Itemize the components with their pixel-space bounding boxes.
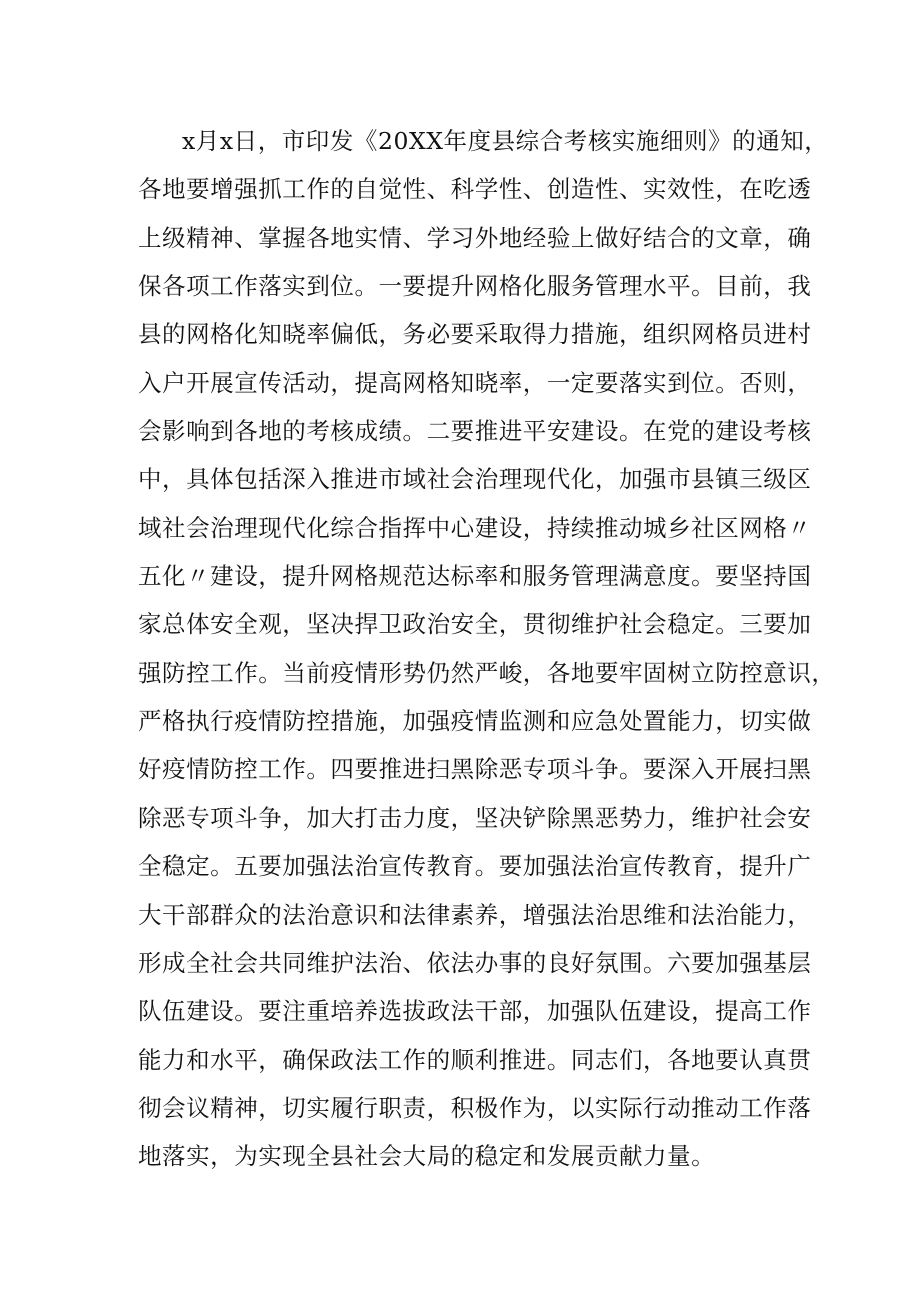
paragraph-line: 上级精神、掌握各地实情、学习外地经验上做好结合的文章，确 bbox=[138, 223, 812, 252]
paragraph-line: 域社会治理现代化综合指挥中心建设，持续推动城乡社区网格〃 bbox=[138, 513, 812, 542]
paragraph-line: 保各项工作落实到位。一要提升网格化服务管理水平。目前，我 bbox=[138, 272, 812, 301]
paragraph-line: 家总体安全观，坚决捍卫政治安全，贯彻维护社会稳定。三要加 bbox=[138, 610, 812, 639]
paragraph-line: 县的网格化知晓率偏低，务必要采取得力措施，组织网格员进村 bbox=[138, 320, 812, 349]
paragraph-line: 全稳定。五要加强法治宣传教育。要加强法治宣传教育，提升广 bbox=[138, 852, 812, 881]
paragraph-line: 各地要增强抓工作的自觉性、科学性、创造性、实效性，在吃透 bbox=[138, 175, 812, 204]
paragraph-line: 彻会议精神，切实履行职责，积极作为，以实际行动推动工作落 bbox=[138, 1093, 812, 1122]
paragraph-line: 入户开展宣传活动，提高网格知晓率，一定要落实到位。否则， bbox=[138, 368, 812, 397]
paragraph-line: 队伍建设。要注重培养选拔政法干部，加强队伍建设，提高工作 bbox=[138, 997, 812, 1026]
paragraph-line: 大干部群众的法治意识和法律素养，增强法治思维和法治能力， bbox=[138, 900, 812, 929]
paragraph-line: 除恶专项斗争，加大打击力度，坚决铲除黑恶势力，维护社会安 bbox=[138, 803, 812, 832]
body-paragraph bbox=[138, 117, 838, 1181]
paragraph-line: x月x日，市印发《20XX年度县综合考核实施细则》的通知， bbox=[182, 127, 829, 155]
paragraph-line: 形成全社会共同维护法治、依法办事的良好氛围。六要加强基层 bbox=[138, 948, 812, 977]
paragraph-line: 严格执行疫情防控措施，加强疫情监测和应急处置能力，切实做 bbox=[138, 707, 812, 736]
paragraph-line: 好疫情防控工作。四要推进扫黑除恶专项斗争。要深入开展扫黑 bbox=[138, 755, 812, 784]
paragraph-line: 能力和水平，确保政法工作的顺利推进。同志们，各地要认真贯 bbox=[138, 1045, 812, 1074]
paragraph-line: 中，具体包括深入推进市域社会治理现代化，加强市县镇三级区 bbox=[138, 465, 812, 494]
paragraph-line: 会影响到各地的考核成绩。二要推进平安建设。在党的建设考核 bbox=[138, 417, 812, 446]
paragraph-line: 地落实，为实现全县社会大局的稳定和发展贡献力量。 bbox=[138, 1142, 716, 1171]
paragraph-line: 强防控工作。当前疫情形势仍然严峻，各地要牢固树立防控意识， bbox=[138, 658, 836, 687]
paragraph-line: 五化〃建设，提升网格规范达标率和服务管理满意度。要坚持国 bbox=[138, 562, 812, 591]
